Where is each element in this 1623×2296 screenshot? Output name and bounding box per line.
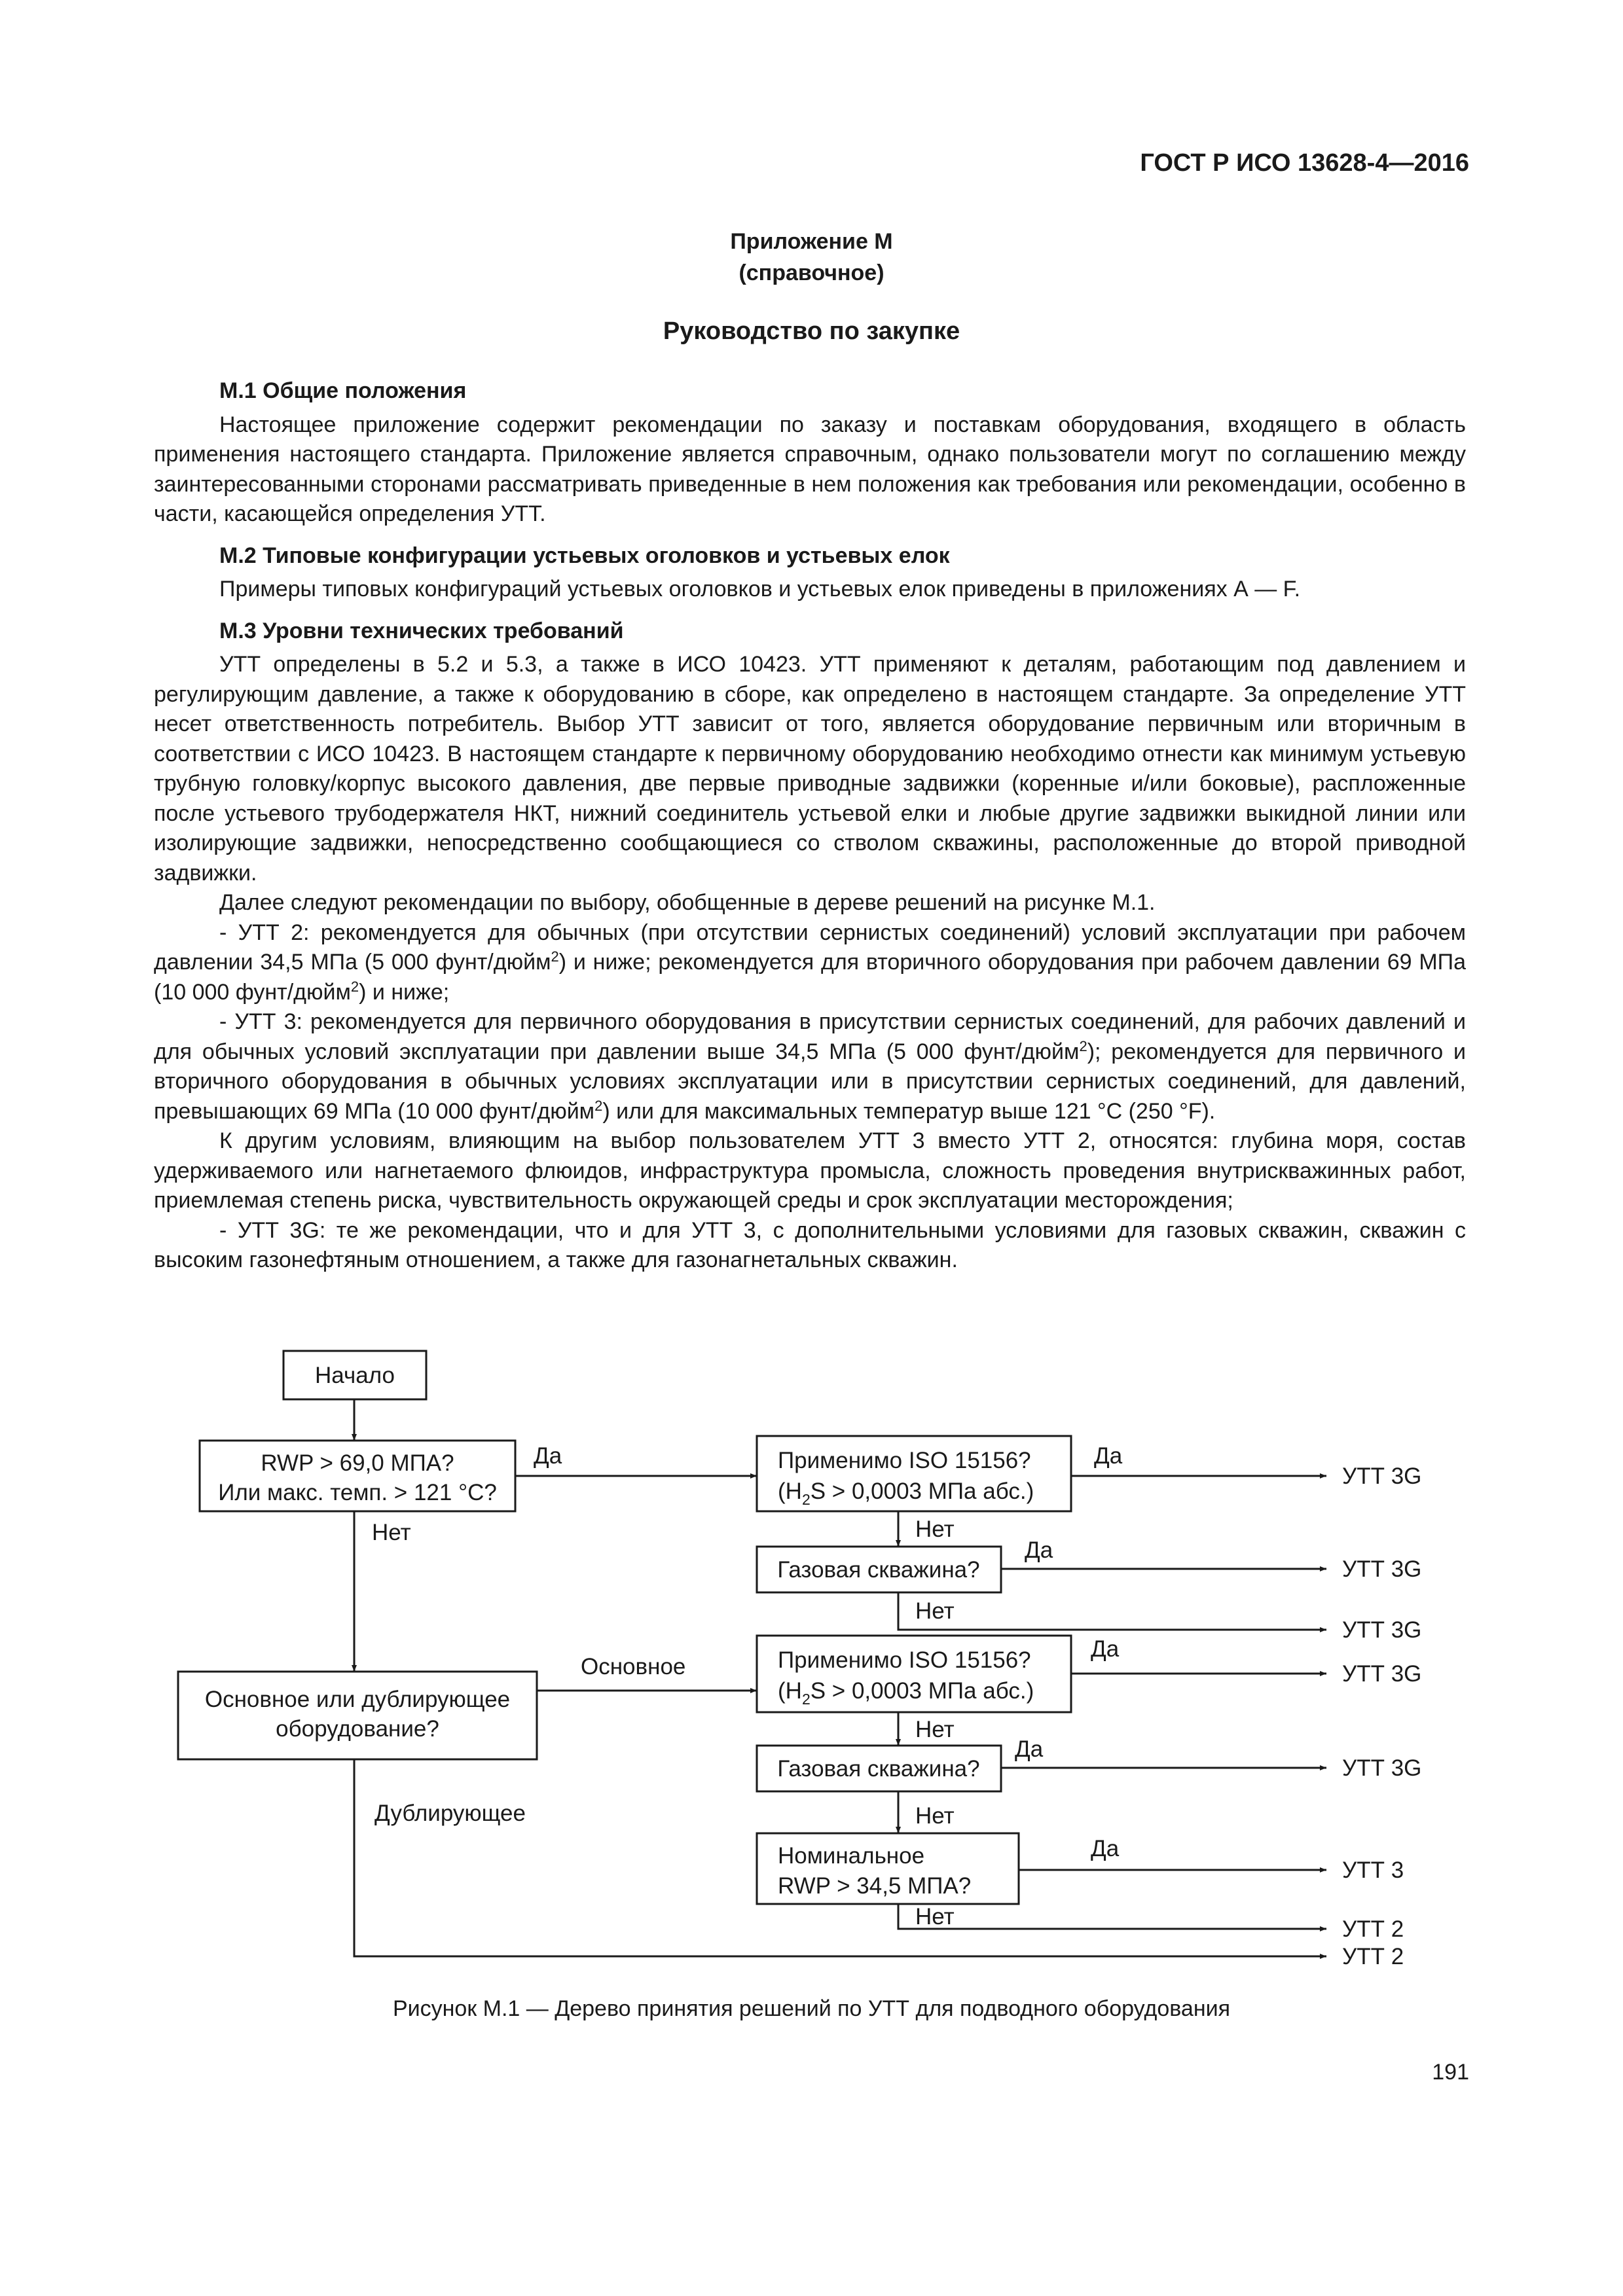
- standard-number: ГОСТ Р ИСО 13628-4—2016: [1140, 149, 1469, 177]
- nominal-label-line1: Номинальное: [778, 1843, 925, 1869]
- branch-no: Нет: [915, 1803, 955, 1829]
- page-title: Руководство по закупке: [663, 317, 960, 345]
- outcome-utt3: УТТ 3: [1342, 1857, 1404, 1883]
- rwp-label-line2: Или макс. темп. > 121 °C?: [218, 1480, 497, 1505]
- nominal-label-line2: RWP > 34,5 МПА?: [778, 1873, 972, 1899]
- superscript: 2: [551, 948, 559, 965]
- branch-no: Нет: [915, 1516, 955, 1542]
- iso-label-2-line1: Применимо ISO 15156?: [778, 1647, 1031, 1673]
- subscript: 2: [801, 1691, 811, 1708]
- superscript: 2: [594, 1097, 603, 1114]
- text-run: ) и ниже; рекомендуется для вторичного оборудования при рабочем давлении 69 МПа (10 000 фунт/дюйм: [154, 950, 1467, 1005]
- primary-backup-box: [178, 1672, 537, 1759]
- primary-backup-line2: оборудование?: [276, 1716, 439, 1742]
- connector: [898, 1592, 1326, 1630]
- iso-label-2-line2: [778, 1678, 1034, 1708]
- superscript: 2: [350, 978, 359, 995]
- section-heading-m3: М.3 Уровни технических требований: [219, 618, 624, 643]
- iso-label-1-line2: [778, 1479, 1034, 1508]
- branch-no: Нет: [915, 1598, 955, 1624]
- primary-backup-line1: Основное или дублирующее: [204, 1687, 511, 1712]
- start-label: Начало: [315, 1363, 395, 1388]
- branch-primary: Основное: [581, 1654, 686, 1679]
- branch-yes: Да: [534, 1443, 562, 1469]
- text-run: ); рекомендуется для первичного и вторичного оборудования в обычных условиях эксплуатации или в присутствии сернистых соединений, для давлений, превышающих 69 МПа (10 000 фунт/дюйм: [154, 1039, 1467, 1124]
- branch-no: Нет: [372, 1520, 411, 1545]
- paragraph: Далее следуют рекомендации по выбору, обобщенные в дереве решений на рисунке М.1.: [219, 890, 1156, 915]
- paragraph: УТТ определены в 5.2 и 5.3, а также в ИСО 10423. УТТ применяют к деталям, работающим под давлением и регулирующим давление, а также к оборудованию в сборе, как определено в настоящем стандарте. За определение УТТ несет ответственность потребитель. Выбор УТТ зависит от того, является оборудование первичным или вторичным в соответствии с ИСО 10423. В настоящем стандарте к первичному оборудованию необходимо отнести как минимум устьевую трубную головку/корпус высокого давления, две первые приводные задвижки (коренные и/или боковые), распложенные после устьевого трубодержателя НКТ, нижний соединитель устьевой елки и любые другие задвижки выкидной линии или изолирующие задвижки, непосредственно сообщающиеся со стволом скважины, расположенные до второй приводной задвижки.: [154, 652, 1466, 886]
- section-heading-m2: М.2 Типовые конфигурации устьевых оголовков и устьевых елок: [219, 543, 950, 568]
- text-run: - УТТ 3: рекомендуется для первичного оборудования в присутствии сернистых соединений, для рабочих давлений и для обычных условий эксплуатации при давлении выше 34,5 МПа (5 000 фунт/дюйм: [154, 1009, 1466, 1064]
- branch-no: Нет: [915, 1717, 955, 1742]
- gas-well-label-1: Газовая скважина?: [777, 1557, 980, 1583]
- text-run: ) и ниже;: [359, 979, 450, 1005]
- text-run: (H: [778, 1479, 802, 1504]
- paragraph: Настоящее приложение содержит рекомендации по заказу и поставкам оборудования, входящего в область применения настоящего стандарта. Приложение является справочным, однако пользователи могут по соглашению между заинтересованными сторонами рассматривать приведенные в нем положения как требования или рекомендации, особенно в части, касающейся определения УТТ.: [154, 412, 1466, 526]
- outcome-utt2: УТТ 2: [1342, 1916, 1404, 1942]
- branch-backup: Дублирующее: [374, 1801, 526, 1826]
- subscript: 2: [801, 1491, 811, 1508]
- branch-yes: Да: [1015, 1736, 1044, 1762]
- paragraph-utt3g: - УТТ 3G: те же рекомендации, что и для УТТ 3, с дополнительными условиями для газовых скважин, скважин с высоким газонефтяным отношением, а также для газонагнетальных скважин.: [154, 1217, 1466, 1272]
- annex-type: (справочное): [739, 260, 884, 285]
- rwp-label-line1: RWP > 69,0 МПА?: [261, 1450, 454, 1476]
- paragraph: К другим условиям, влияющим на выбор пользователем УТТ 3 вместо УТТ 2, относятся: глубина моря, состав удерживаемого или нагнетаемого флюидов, инфраструктура промысла, сложность проведения внутрискважинных работ, приемлемая степень риска, чувствительность окружающей среды и срок эксплуатации месторождения;: [154, 1128, 1466, 1213]
- annex-title: Приложение М: [730, 229, 893, 254]
- branch-no: Нет: [915, 1904, 955, 1929]
- branch-yes: Да: [1094, 1443, 1123, 1469]
- branch-yes: Да: [1091, 1836, 1120, 1861]
- outcome-utt3g: УТТ 3G: [1342, 1463, 1422, 1489]
- section-heading-m1: М.1 Общие положения: [219, 378, 467, 403]
- text-run: S > 0,0003 МПа абс.): [810, 1479, 1034, 1504]
- outcome-utt3g: УТТ 3G: [1342, 1661, 1422, 1687]
- outcome-utt3g: УТТ 3G: [1342, 1556, 1422, 1582]
- text-run: S > 0,0003 МПа абс.): [810, 1678, 1034, 1704]
- outcome-utt2: УТТ 2: [1342, 1944, 1404, 1969]
- superscript: 2: [1079, 1037, 1087, 1054]
- branch-yes: Да: [1025, 1537, 1053, 1563]
- iso-label-1-line1: Применимо ISO 15156?: [778, 1448, 1031, 1473]
- text-run: (H: [778, 1678, 802, 1704]
- text-run: - УТТ 2: рекомендуется для обычных (при отсутствии сернистых соединений) условий эксплуатации при рабочем давлении 34,5 МПа (5 000 фунт/дюйм: [154, 920, 1466, 975]
- branch-yes: Да: [1091, 1636, 1120, 1662]
- text-run: ) или для максимальных температур выше 121 °C (250 °F).: [602, 1098, 1216, 1124]
- outcome-utt3g: УТТ 3G: [1342, 1617, 1422, 1643]
- gas-well-label-2: Газовая скважина?: [777, 1756, 980, 1782]
- outcome-utt3g: УТТ 3G: [1342, 1755, 1422, 1781]
- connector: [898, 1904, 1326, 1929]
- page-number: 191: [1432, 2060, 1469, 2085]
- paragraph: Примеры типовых конфигураций устьевых оголовков и устьевых елок приведены в приложениях А — F.: [219, 577, 1301, 601]
- figure-caption: Рисунок М.1 — Дерево принятия решений по УТТ для подводного оборудования: [392, 1996, 1231, 2021]
